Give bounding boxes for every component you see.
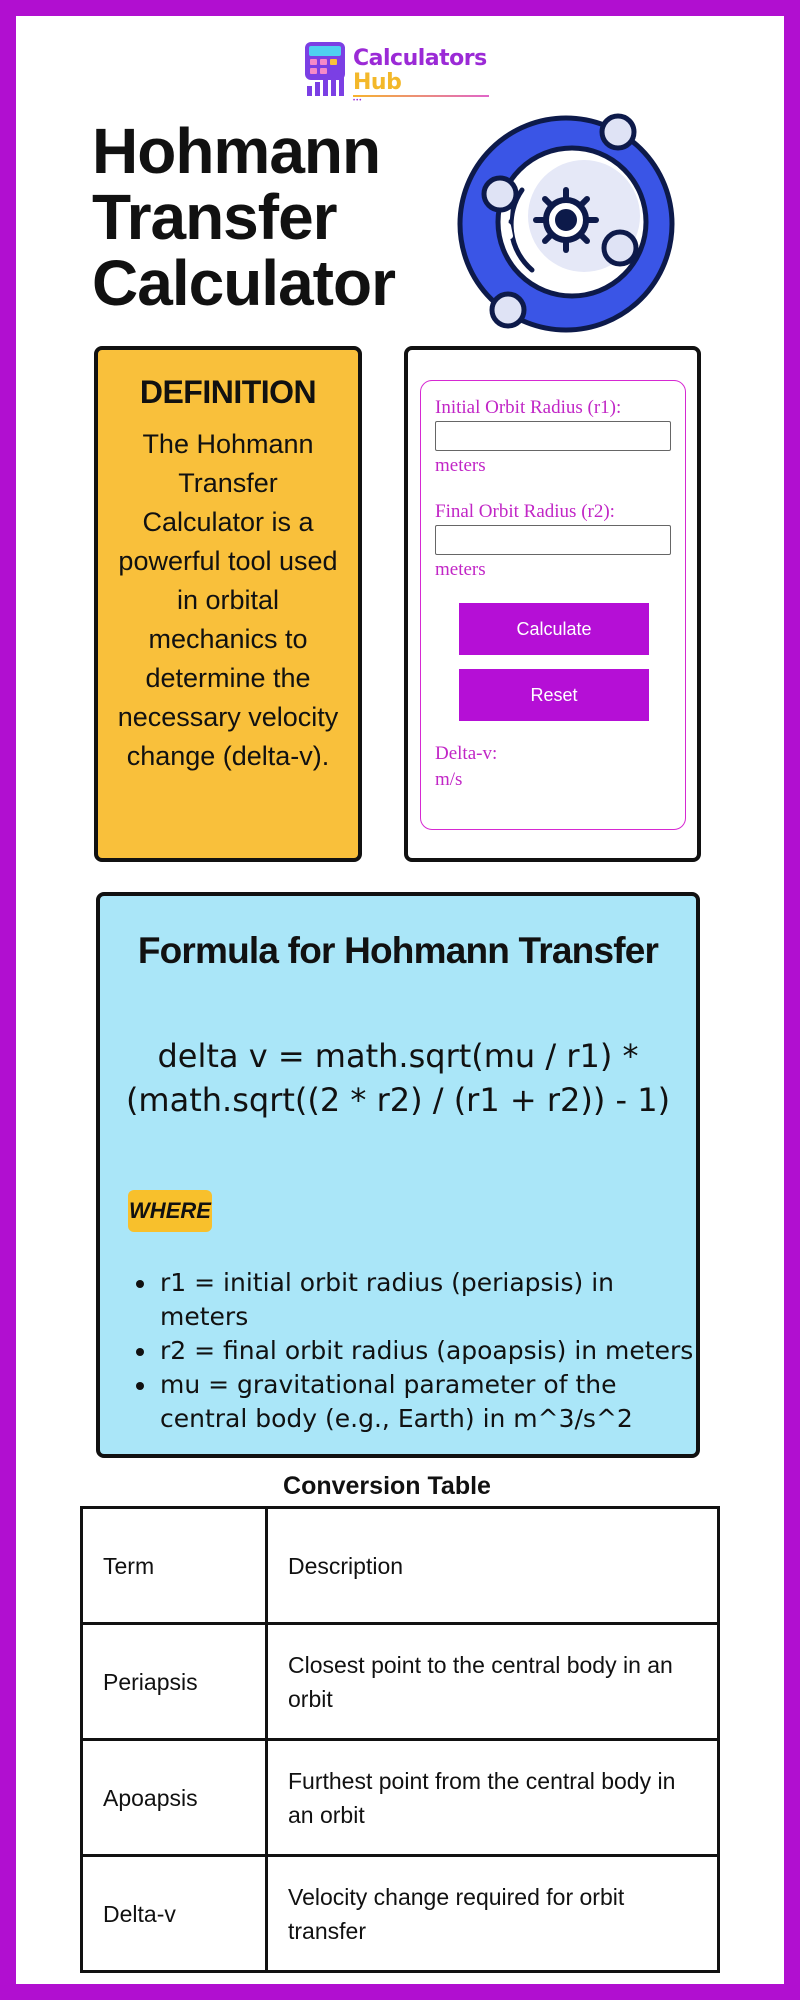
r2-input[interactable] [435,525,671,555]
reset-button[interactable]: Reset [459,669,649,721]
logo-underline [353,95,489,97]
formula-card [96,892,700,1458]
variable-r1: r1 = initial orbit radius (periapsis) in meters [136,1266,706,1334]
table-cell-description: Velocity change required for orbit transfer [267,1856,719,1972]
r1-input[interactable] [435,421,671,451]
table-row [82,1508,719,1624]
variable-r2: r2 = final orbit radius (apoapsis) in meters [136,1334,706,1368]
table-row [82,1624,719,1740]
r2-label: Final Orbit Radius (r2): [435,501,615,522]
result-label: Delta-v: [435,743,498,764]
orbit-gear-icon [452,110,680,338]
page-title: Hohmann Transfer Calculator [92,115,395,319]
formula-heading: Formula for Hohmann Transfer [137,930,659,971]
conversion-table [80,1506,720,1973]
logo-text-hub: Hub [353,70,402,95]
table-cell-description: Closest point to the central body in an orbit [267,1624,719,1740]
variable-mu: mu = gravitational parameter of the central body (e.g., Earth) in m^3/s^2 [136,1368,706,1436]
calculator-chart-icon [303,40,347,98]
definition-body: The Hohmann Transfer Calculator is a powerful tool used in orbital mechanics to determine the necessary velocity change (delta-v). [117,429,339,771]
definition-card [94,346,362,862]
calculator-card [404,346,701,862]
definition-heading: DEFINITION [139,374,317,410]
calculator-form [420,380,686,830]
formula-expression: delta v = math.sqrt(mu / r1) * (math.sqrt((2 * r2) / (r1 + r2)) - 1) [125,1037,671,1119]
result-unit: m/s [435,769,463,790]
table-cell-term: Term [82,1508,267,1624]
table-cell-term: Periapsis [82,1624,267,1740]
table-row [82,1856,719,1972]
table-cell-description: Description [267,1508,719,1624]
logo-text-calculators: Calculators [353,46,487,71]
calculate-button[interactable]: Calculate [459,603,649,655]
table-cell-term: Apoapsis [82,1740,267,1856]
table-row [82,1740,719,1856]
logo-dots: ••• [353,98,363,104]
r2-unit: meters [435,559,486,580]
table-cell-description: Furthest point from the central body in an orbit [267,1740,719,1856]
variable-list [136,1266,706,1436]
r1-label: Initial Orbit Radius (r1): [435,397,622,418]
where-badge: WHERE [128,1190,212,1232]
logo[interactable] [303,40,493,104]
table-cell-term: Delta-v [82,1856,267,1972]
r1-unit: meters [435,455,486,476]
table-title: Conversion Table [283,1472,491,1500]
